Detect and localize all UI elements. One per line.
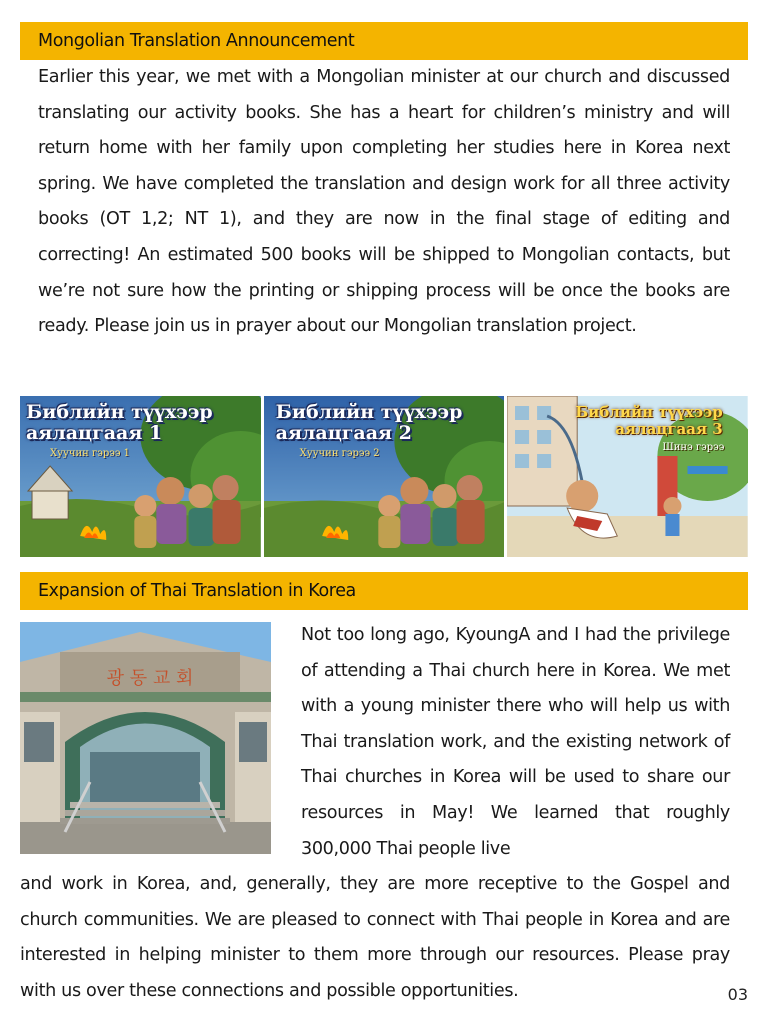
church-building-image [20,622,271,854]
section-title-mongolian: Mongolian Translation Announcement [38,31,355,51]
section-title-thai: Expansion of Thai Translation in Korea [38,581,356,601]
book-cover-2 [264,396,505,557]
section-header-mongolian [20,22,748,60]
thai-paragraph-part2: and work in Korea, and, generally, they are more receptive to the Gospel and church communities. We are pleased to connect with Thai people in Korea and are interested in helping minister to them more through our resources. Please pray with us over these connections and possible opportunities. [20,874,730,1001]
cover-2-title-line2: аялацгаая 2 [275,421,412,444]
cover-3-title-line2: аялацгаая 3 [615,419,723,438]
cover-3-subtitle: Шинэ гэрээ [662,442,725,453]
cover-3-title-line1: Библийн түүхээр [575,403,723,421]
thai-paragraph-part1: Not too long ago, KyoungA and I had the privilege of attending a Thai church here in Korea. We met with a young minister there who will help us with Thai translation work, and the existing network of Thai churches in Korea will be used to share our resources in May! We learned that roughly 300,000 Thai people live [301,625,730,859]
book-cover-1 [20,396,261,557]
church-sign-text: 광 동 교 회 [106,668,194,689]
book-covers-row [20,396,748,557]
cover-2-title-line1: Библийн түүхээр [275,401,463,423]
cover-1-title-line1: Библийн түүхээр [26,401,213,423]
page-number: 03 [727,985,748,1004]
thai-church-photo [20,622,271,854]
mongolian-paragraph: Earlier this year, we met with a Mongolian minister at our church and discussed translating our activity books. She has a heart for children’s ministry and will return home with her family upon completing her studies here in Korea next spring. We have completed the translation and design work for all three activity books (OT 1,2; NT 1), and they are now in the final stage of editing and correcting! An estimated 500 books will be shipped to Mongolian contacts, but we’re not sure how the printing or shipping process will be once the books are ready. Please join us in prayer about our Mongolian translation project. [38,67,730,337]
cover-2-subtitle: Хуучин гэрээ 2 [299,448,380,459]
section-header-thai [20,572,748,610]
book-cover-3 [507,396,748,557]
cover-1-title-line2: аялацгаая 1 [26,421,163,444]
cover-1-subtitle: Хуучин гэрээ 1 [50,448,130,459]
